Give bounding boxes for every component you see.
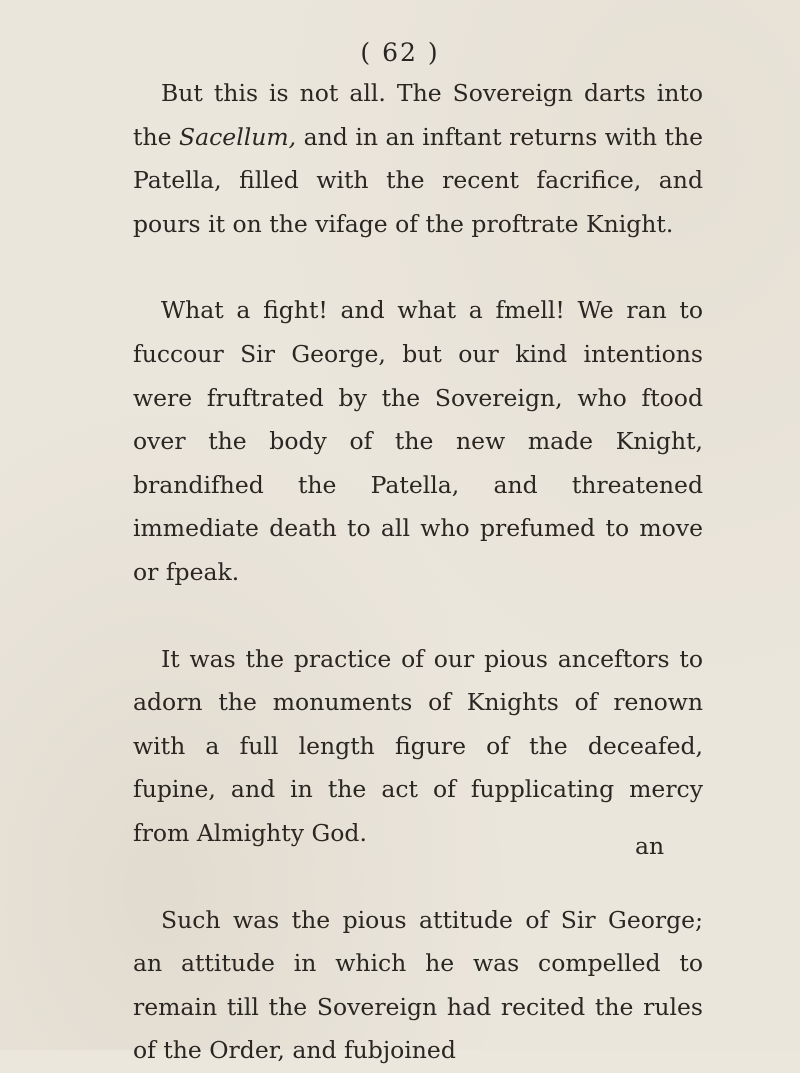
paragraph-1-start: But this is not all. The Sovereign darts into the [133,79,703,151]
body-text [133,72,703,1073]
italic-word-sacellum: Sacellum, [179,122,297,151]
page-number: ( 62 ) [360,38,440,67]
paragraph-1-rest: and in an inftant returns with the Patella, filled with the recent facrifice, and pours it on the vifage of the proftrate Knight. [133,122,703,238]
catchword: an [635,832,665,860]
paragraph-4: Such was the pious attitude of Sir George; an attitude in which he was compelled to remain till the Sovereign had recited the rules of the Order, and fubjoined [133,905,703,1065]
paragraph-3: It was the practice of our pious anceftors to adorn the monuments of Knights of renown with a full length figure of the deceafed, fupine, and in the act of fupplicating mercy from Almighty God. [133,644,703,847]
paragraph-1 [133,72,703,246]
paragraph-2: What a fight! and what a fmell! We ran to fuccour Sir George, but our kind intentions were fruftrated by the Sovereign, who ftood over the body of the new made Knight, brandifhed the Patella, and threatened immediate death to all who prefumed to move or fpeak. [133,296,703,586]
